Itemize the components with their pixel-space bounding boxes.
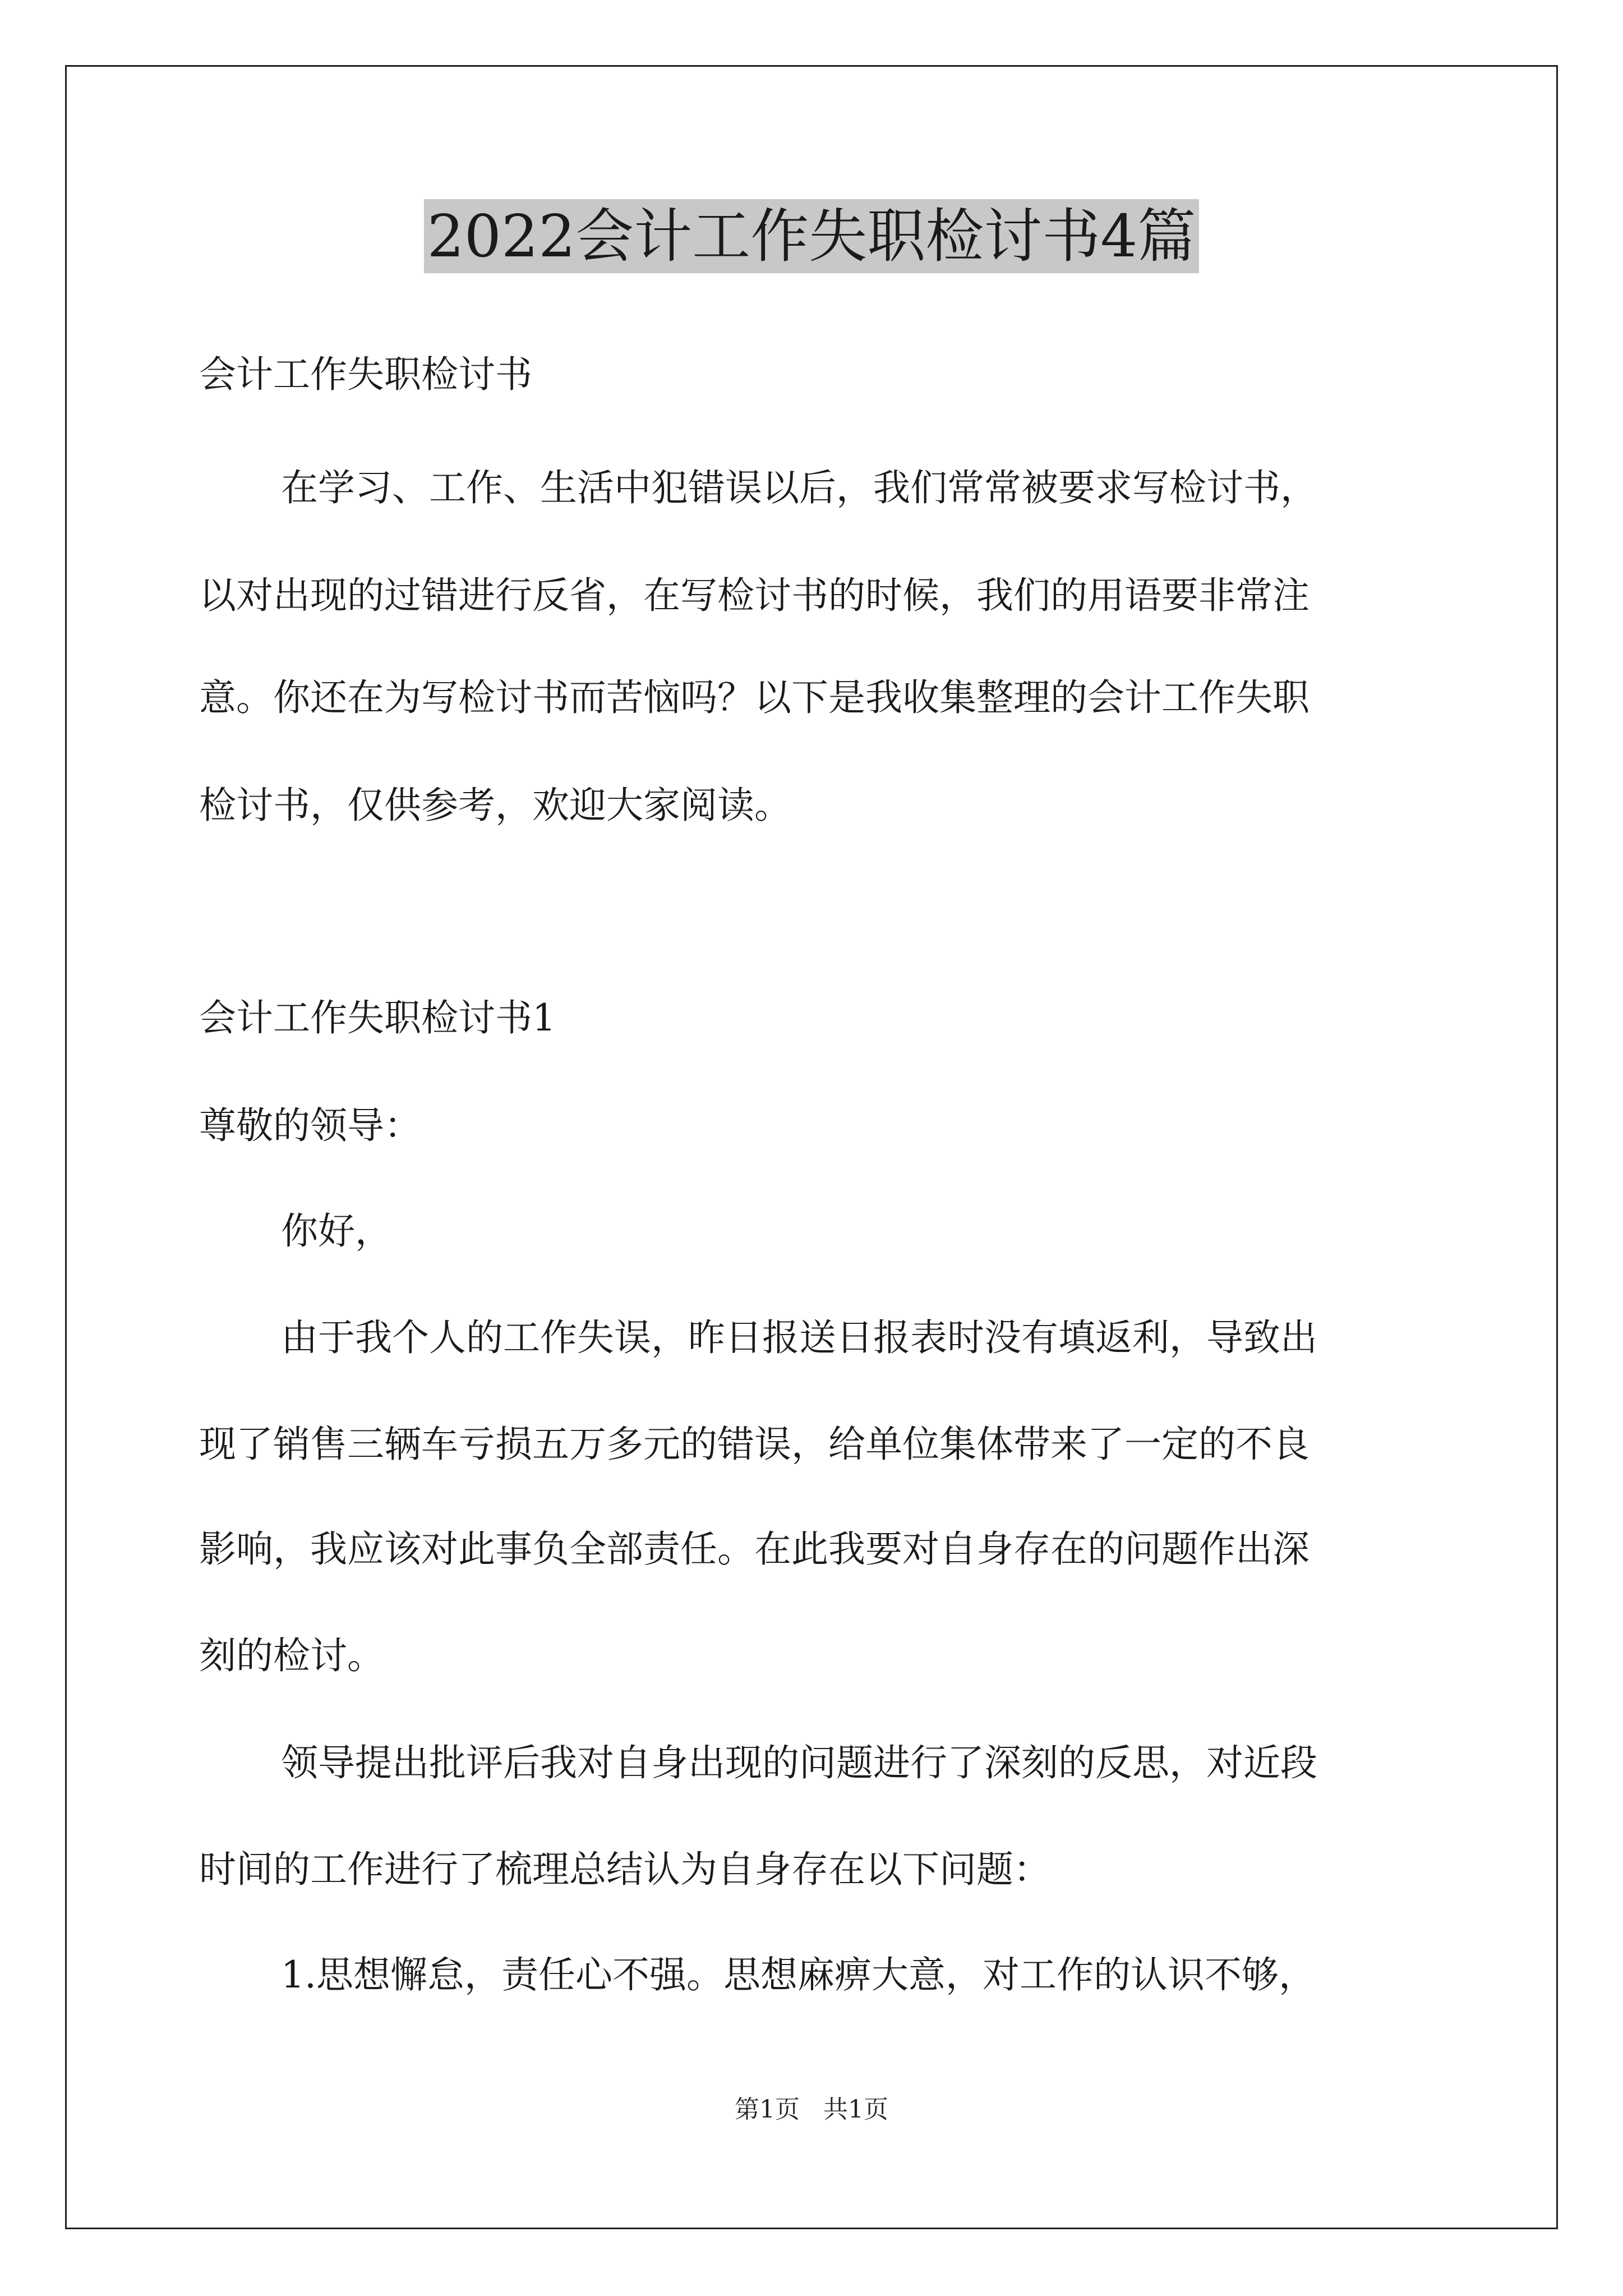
paragraph-line: 检讨书，仅供参考，欢迎大家阅读。 (199, 784, 791, 827)
paragraph-line: 意。你还在为写检讨书而苦恼吗？以下是我收集整理的会计工作失职 (199, 676, 1310, 719)
paragraph-line: 影响，我应该对此事负全部责任。在此我要对自身存在的问题作出深 (199, 1527, 1310, 1571)
paragraph-line: 由于我个人的工作失误，昨日报送日报表时没有填返利，导致出 (281, 1316, 1317, 1359)
paragraph-line: 在学习、工作、生活中犯错误以后，我们常常被要求写检讨书， (281, 466, 1317, 509)
greeting: 你好， (281, 1209, 392, 1253)
title-container (0, 199, 1623, 273)
paragraph-line: 现了销售三辆车亏损五万多元的错误，给单位集体带来了一定的不良 (199, 1423, 1310, 1466)
paragraph-line: 领导提出批评后我对自身出现的问题进行了深刻的反思，对近段 (281, 1741, 1317, 1784)
paragraph-line: 时间的工作进行了梳理总结认为自身存在以下问题： (199, 1848, 1050, 1891)
salutation: 尊敬的领导： (199, 1104, 421, 1147)
paragraph-line: 刻的检讨。 (199, 1634, 384, 1677)
section-heading: 会计工作失职检讨书 (199, 353, 532, 396)
list-item: 1.思想懈怠，责任心不强。思想麻痹大意，对工作的认识不够， (281, 1953, 1316, 1996)
page-total: 共1页 (823, 2095, 888, 2124)
section-heading: 会计工作失职检讨书1 (199, 996, 556, 1039)
page-footer (0, 2094, 1623, 2125)
document-title: 2022会计工作失职检讨书4篇 (424, 199, 1200, 273)
page-number: 第1页 (735, 2095, 800, 2124)
paragraph-line: 以对出现的过错进行反省，在写检讨书的时候，我们的用语要非常注 (199, 574, 1310, 617)
